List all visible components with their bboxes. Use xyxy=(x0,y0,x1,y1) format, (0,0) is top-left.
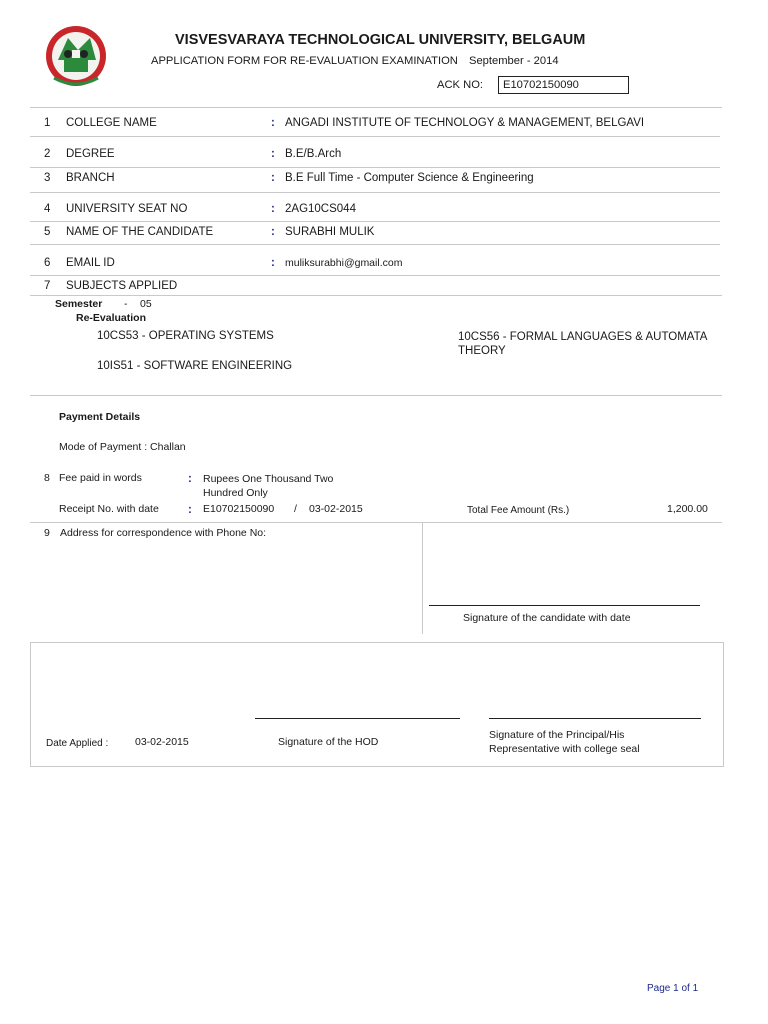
exam-session: September - 2014 xyxy=(469,55,559,67)
row-divider xyxy=(30,295,722,296)
subject-item: 10IS51 - SOFTWARE ENGINEERING xyxy=(97,360,293,372)
field-number: 6 xyxy=(44,257,51,269)
row-divider xyxy=(30,192,720,193)
ack-number-box: E10702150090 xyxy=(498,76,629,94)
hod-signature-line xyxy=(255,718,460,719)
field-number: 7 xyxy=(44,280,51,292)
semester-value: 05 xyxy=(140,298,152,310)
payment-heading: Payment Details xyxy=(59,411,141,423)
university-name: VISVESVARAYA TECHNOLOGICAL UNIVERSITY, BELGAUM xyxy=(175,32,586,48)
fee-words-label: Fee paid in words xyxy=(59,472,142,484)
field-separator: : xyxy=(188,473,192,485)
field-number: 8 xyxy=(44,472,50,484)
subject-item: 10CS53 - OPERATING SYSTEMS xyxy=(97,330,274,342)
divider xyxy=(30,395,722,396)
form-title: APPLICATION FORM FOR RE-EVALUATION EXAMINATION xyxy=(151,55,458,67)
field-separator: : xyxy=(271,172,275,184)
total-fee-value: 1,200.00 xyxy=(667,503,708,515)
field-number: 5 xyxy=(44,226,51,238)
address-divider xyxy=(422,522,423,634)
field-value-candidate-name: SURABHI MULIK xyxy=(285,226,375,238)
principal-signature-label: Signature of the Principal/His Representative with college seal xyxy=(489,729,640,755)
field-label-subjects: SUBJECTS APPLIED xyxy=(66,280,178,292)
field-label-candidate-name: NAME OF THE CANDIDATE xyxy=(66,226,214,238)
field-number: 3 xyxy=(44,172,51,184)
field-value-degree: B.E/B.Arch xyxy=(285,148,342,160)
hod-signature-label: Signature of the HOD xyxy=(278,736,379,748)
field-label-seat-no: UNIVERSITY SEAT NO xyxy=(66,203,188,215)
field-separator: : xyxy=(271,257,275,269)
receipt-number: E10702150090 xyxy=(203,503,275,515)
field-label-college-name: COLLEGE NAME xyxy=(66,117,157,129)
field-value-branch: B.E Full Time - Computer Science & Engineering xyxy=(285,172,534,184)
page-number: Page 1 of 1 xyxy=(647,983,699,994)
field-label-degree: DEGREE xyxy=(66,148,115,160)
semester-label: Semester xyxy=(55,298,103,310)
university-seal-icon xyxy=(44,20,108,92)
candidate-signature-line xyxy=(429,605,700,606)
field-separator: : xyxy=(271,148,275,160)
university-logo xyxy=(44,20,108,92)
row-divider xyxy=(30,136,720,137)
address-label: Address for correspondence with Phone No: xyxy=(60,527,267,539)
field-number: 4 xyxy=(44,203,51,215)
field-number: 1 xyxy=(44,117,51,129)
field-separator: : xyxy=(271,226,275,238)
field-separator: : xyxy=(271,203,275,215)
semester-separator: - xyxy=(124,298,128,310)
row-divider xyxy=(30,244,720,245)
field-value-college-name: ANGADI INSTITUTE OF TECHNOLOGY & MANAGEMENT, BELGAVI xyxy=(285,117,645,129)
field-number: 2 xyxy=(44,148,51,160)
principal-signature-line xyxy=(489,718,701,719)
receipt-separator: / xyxy=(294,503,297,515)
candidate-signature-label: Signature of the candidate with date xyxy=(463,612,631,624)
payment-mode: Mode of Payment : Challan xyxy=(59,441,186,453)
row-divider xyxy=(30,221,720,222)
field-number: 9 xyxy=(44,527,50,539)
field-value-email: muliksurabhi@gmail.com xyxy=(285,257,403,269)
row-divider xyxy=(30,167,720,168)
row-divider xyxy=(30,275,720,276)
field-separator: : xyxy=(188,504,192,516)
evaluation-type: Re-Evaluation xyxy=(76,312,147,324)
ack-label: ACK NO: xyxy=(437,79,484,91)
divider xyxy=(30,107,722,108)
field-separator: : xyxy=(271,117,275,129)
receipt-date: 03-02-2015 xyxy=(309,503,363,515)
date-applied-label: Date Applied : xyxy=(46,738,109,749)
field-label-email: EMAIL ID xyxy=(66,257,115,269)
date-applied-value: 03-02-2015 xyxy=(135,736,189,748)
field-label-branch: BRANCH xyxy=(66,172,115,184)
receipt-label: Receipt No. with date xyxy=(59,503,159,515)
total-fee-label: Total Fee Amount (Rs.) xyxy=(467,505,570,516)
field-value-seat-no: 2AG10CS044 xyxy=(285,203,356,215)
fee-words-value: Rupees One Thousand Two Hundred Only xyxy=(203,473,334,499)
subject-item: 10CS56 - FORMAL LANGUAGES & AUTOMATA THEORY xyxy=(458,331,707,357)
